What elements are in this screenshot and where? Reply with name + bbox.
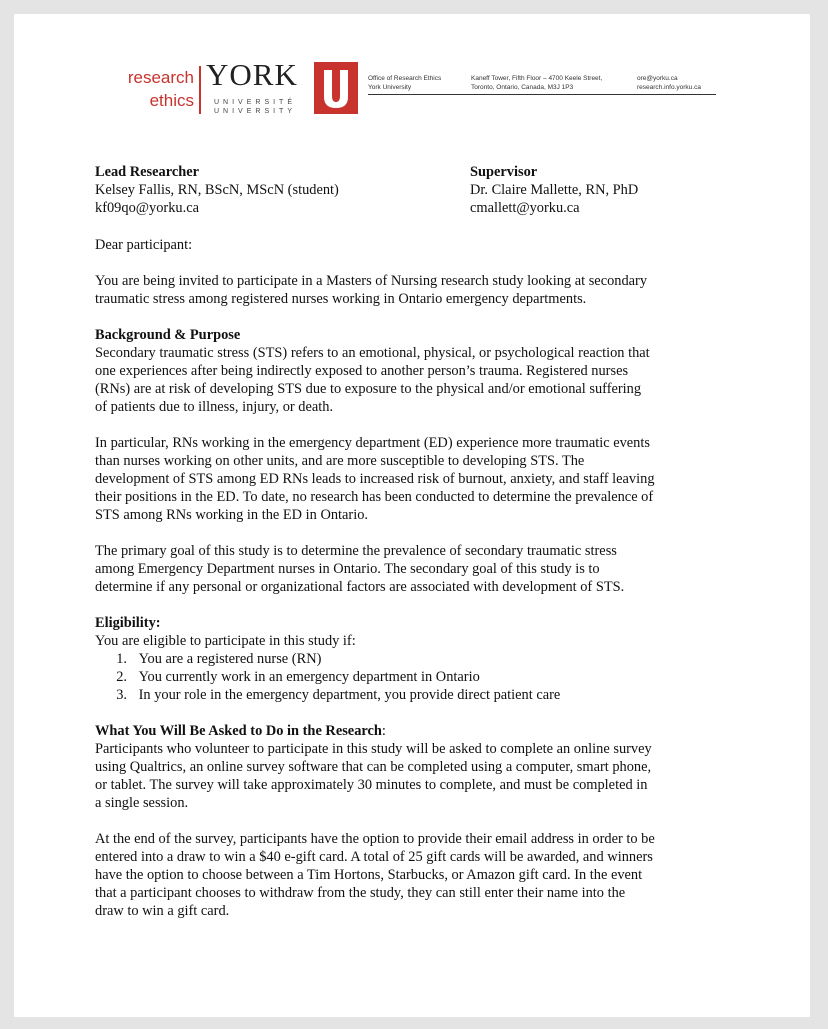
greeting [95,236,715,254]
background-line: among Emergency Department nurses in Ontario. The secondary goal of this study is to [95,561,600,577]
procedure-heading-colon: : [381,723,386,739]
lead-researcher-block [95,163,339,217]
background-section [95,326,715,416]
universite-wordmark: UNIVERSITÉ [214,99,297,106]
background-line: Secondary traumatic stress (STS) refers to an emotional, physical, or psychological reaction that [95,345,650,361]
supervisor-block [470,163,638,217]
office-contact [637,74,701,92]
background-heading: Background & Purpose [95,327,241,343]
university-wordmark: UNIVERSITY [214,108,297,115]
list-item [95,686,560,704]
procedure-line: entered into a draw to win a $40 e-gift card. A total of 25 gift cards will be awarded, and winners [95,849,653,865]
background-line: than nurses working on other units, and are more susceptible to developing STS. The [95,453,585,469]
contact-email: ore@yorku.ca [637,75,678,82]
lead-researcher-email: kf09qo@yorku.ca [95,200,199,216]
address-line-2: Toronto, Ontario, Canada, M3J 1P3 [471,84,574,91]
office-university: York University [368,84,412,91]
background-line: STS among RNs working in the ED in Ontario. [95,507,369,523]
list-item-number: 1. [116,651,127,667]
procedure-line: that a participant chooses to withdraw from the study, they can still enter their name into the [95,885,626,901]
intro-line: traumatic stress among registered nurses working in Ontario emergency departments. [95,291,587,307]
list-item-text: You currently work in an emergency department in Ontario [138,669,480,685]
list-item [95,650,560,668]
logo-divider [199,66,201,114]
eligibility-intro: You are eligible to participate in this study if: [95,633,356,649]
intro-paragraph [95,272,715,308]
lead-researcher-heading: Lead Researcher [95,164,200,180]
header-rule [368,94,716,95]
procedure-line: Participants who volunteer to participate in this study will be asked to complete an online survey [95,741,652,757]
list-item-text: You are a registered nurse (RN) [138,651,322,667]
procedure-heading-row [95,722,715,740]
logo-line-research: research [127,68,194,87]
background-line: one experiences after being indirectly exposed to another person’s trauma. Registered nurses [95,363,629,379]
intro-line: You are being invited to participate in a Masters of Nursing research study looking at secondary [95,273,648,289]
office-info [368,74,441,92]
background-line: The primary goal of this study is to determine the prevalence of secondary traumatic stress [95,543,617,559]
supervisor-name: Dr. Claire Mallette, RN, PhD [470,182,639,198]
procedure-line: have the option to choose between a Tim Hortons, Starbucks, or Amazon gift card. In the event [95,867,643,883]
office-name: Office of Research Ethics [368,75,442,82]
procedure-line: draw to win a gift card. [95,903,230,919]
background-paragraph-2 [95,434,715,524]
eligibility-list [95,650,560,704]
procedure-line: using Qualtrics, an online survey software that can be completed using a computer, smart phone, [95,759,652,775]
supervisor-heading: Supervisor [470,164,538,180]
background-line: development of STS among ED RNs leads to increased risk of burnout, anxiety, and staff leaving [95,471,655,487]
background-line: their positions in the ED. To date, no research has been conducted to determine the prevalence of [95,489,654,505]
procedure-section [95,722,715,812]
logo-line-ethics: ethics [149,91,194,110]
background-line: (RNs) are at risk of developing STS due to exposure to the physical and/or emotional suffering [95,381,642,397]
list-item-number: 3. [116,687,127,703]
lead-researcher-name: Kelsey Fallis, RN, BScN, MScN (student) [95,182,339,198]
background-paragraph-3 [95,542,715,596]
contact-website: research.info.yorku.ca [637,84,701,91]
address-line-1: Kaneff Tower, Fifth Floor – 4700 Keele Street, [471,75,603,82]
list-item-text: In your role in the emergency department, you provide direct patient care [138,687,561,703]
greeting-text: Dear participant: [95,237,193,253]
list-item-number: 2. [116,669,127,685]
york-u-logo-icon [314,62,358,114]
procedure-line: a single session. [95,795,189,811]
list-item [95,668,560,686]
eligibility-heading: Eligibility: [95,615,161,631]
background-line: determine if any personal or organizational factors are associated with development of STS. [95,579,625,595]
procedure-paragraph-2 [95,830,715,920]
procedure-line: or tablet. The survey will take approximately 30 minutes to complete, and must be completed in [95,777,648,793]
york-wordmark: YORK [206,57,298,92]
supervisor-email: cmallett@yorku.ca [470,200,580,216]
procedure-line: At the end of the survey, participants have the option to provide their email address in order to be [95,831,655,847]
eligibility-section [95,614,715,650]
background-line: In particular, RNs working in the emergency department (ED) experience more traumatic events [95,435,650,451]
procedure-heading: What You Will Be Asked to Do in the Research [95,723,382,739]
research-ethics-logo-text [100,66,194,112]
office-address [471,74,602,92]
background-line: of patients due to illness, injury, or death. [95,399,334,415]
